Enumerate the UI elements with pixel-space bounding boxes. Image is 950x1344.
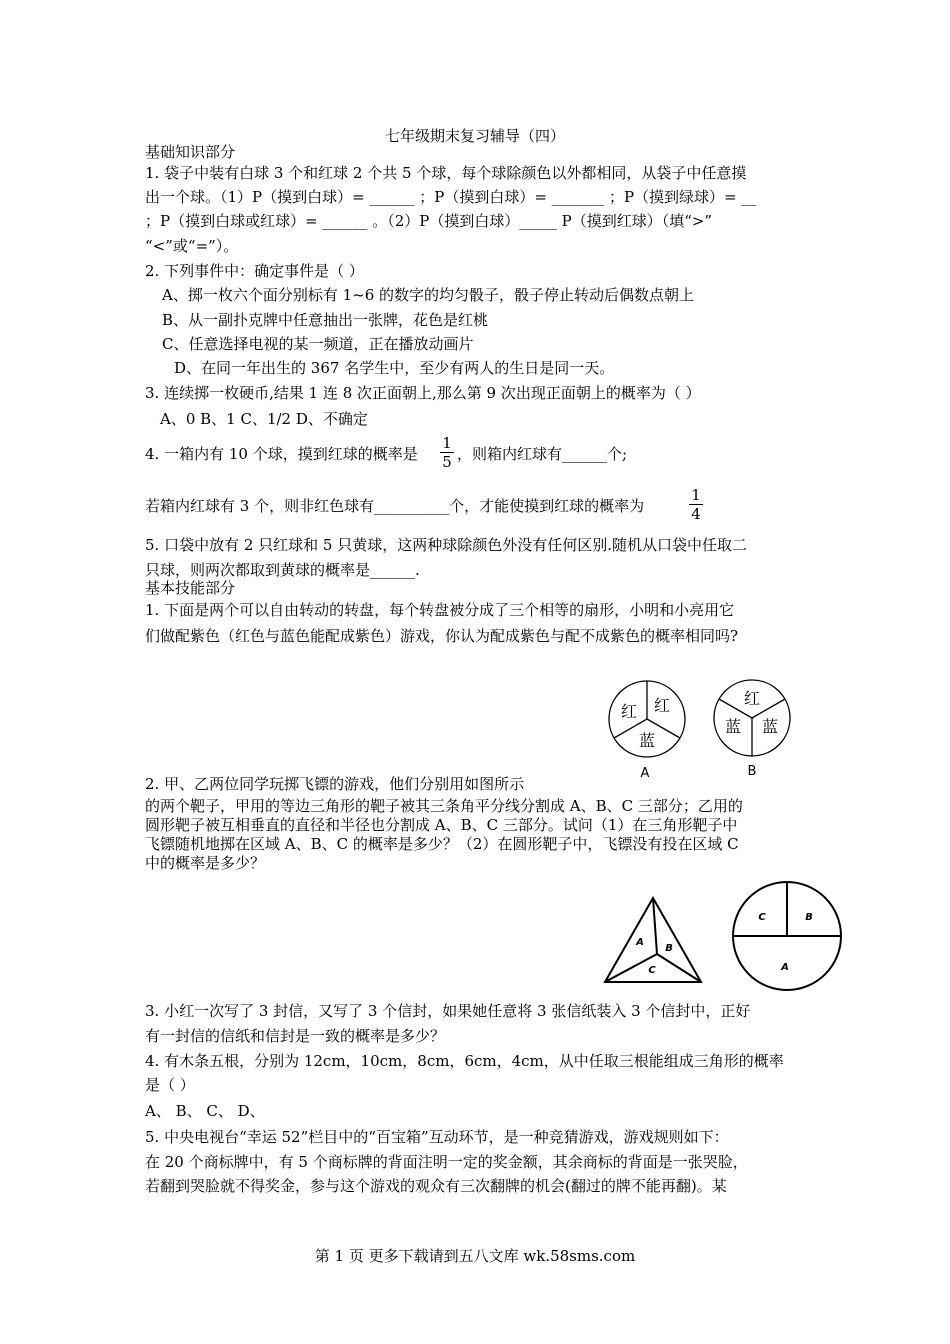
- region-label: C: [648, 965, 656, 976]
- question-text: ；P（摸到白球或红球）= ______ 。（2）P（摸到白球）_____ P（摸到红球）（填“>”: [145, 212, 713, 230]
- option-text: A、 B、 C、 D、: [145, 1102, 265, 1120]
- question-text: 圆形靶子被互相垂直的直径和半径也分割成 A、B、C 三部分。试问（1）在三角形靶子中: [145, 816, 738, 834]
- question-text: 1. 下面是两个可以自由转动的转盘，每个转盘被分成了三个相等的扇形，小明和小亮用它: [145, 601, 735, 619]
- question-text: 3. 小红一次写了 3 封信，又写了 3 个信封，如果她任意将 3 张信纸装入 3 个信封中，正好: [145, 1002, 751, 1020]
- fraction: [689, 487, 703, 522]
- figure-caption: B: [747, 764, 757, 779]
- page-footer: 第 1 页 更多下载请到五八文库 wk.58sms.com: [314, 1247, 636, 1265]
- region-label: A: [781, 962, 789, 973]
- question-text: 的两个靶子，甲用的等边三角形的靶子被其三条角平分线分割成 A、B、C 三部分；乙用的: [145, 797, 743, 815]
- question-text: 1. 袋子中装有白球 3 个和红球 2 个共 5 个球，每个球除颜色以外都相同，从袋子中任意摸: [145, 164, 747, 182]
- fraction-denominator: 5: [442, 453, 452, 471]
- fraction: [440, 435, 454, 470]
- fraction-numerator: 1: [691, 486, 701, 504]
- question-text: 4. 有木条五根，分别为 12cm，10cm，8cm，6cm，4cm，从中任取三根能组成三角形的概率: [145, 1052, 784, 1070]
- figure-caption: A: [640, 766, 650, 781]
- question-text: 中的概率是多少？: [145, 854, 266, 872]
- option-text: A、掷一枚六个面分别标有 1~6 的数字的均匀骰子，骰子停止转动后偶数点朝上: [162, 286, 695, 304]
- fraction-denominator: 4: [691, 505, 701, 523]
- page-title: 七年级期末复习辅导（四）: [384, 127, 565, 145]
- question-text: 2. 甲、乙两位同学玩掷飞镖的游戏，他们分别用如图所示: [145, 775, 525, 793]
- spinner-a: [607, 681, 689, 781]
- question-text: 只球，则两次都取到黄球的概率是______.: [145, 561, 420, 579]
- option-text: A、0 B、1 C、1/2 D、不确定: [160, 410, 368, 428]
- section-heading: 基本技能部分: [145, 579, 236, 597]
- question-text: 若翻到哭脸就不得奖金，参与这个游戏的观众有三次翻牌的机会(翻过的牌不能再翻)。某: [145, 1177, 727, 1195]
- circle-target: [731, 880, 845, 994]
- question-text: 3. 连续掷一枚硬币,结果 1 连 8 次正面朝上,那么第 9 次出现正面朝上的概率为（ ）: [145, 384, 701, 402]
- sector-label: 蓝: [638, 731, 656, 750]
- sector-label: 蓝: [761, 717, 779, 736]
- spinner-b: [712, 680, 794, 780]
- option-text: B、从一副扑克牌中任意抽出一张牌，花色是红桃: [162, 311, 489, 329]
- question-text: 4. 一箱内有 10 个球，摸到红球的概率是: [145, 445, 418, 463]
- sector-label: 红: [743, 689, 761, 708]
- question-text: “<”或“=”）。: [145, 237, 239, 255]
- triangle-target: [603, 896, 703, 986]
- question-text: 在 20 个商标牌中，有 5 个商标牌的背面注明一定的奖金额，其余商标的背面是一张哭脸，: [145, 1153, 748, 1171]
- question-text: 出一个球。（1）P（摸到白球）= ______ ；P（摸到白球）= _______ ；P（摸到绿球）= __: [145, 188, 757, 206]
- option-text: D、在同一年出生的 367 名学生中，至少有两人的生日是同一天。: [174, 359, 615, 377]
- fraction-numerator: 1: [442, 434, 452, 452]
- question-text: ，则箱内红球有______个;: [457, 445, 628, 463]
- question-text: 5. 中央电视台“幸运 52”栏目中的“百宝箱”互动环节，是一种竞猜游戏，游戏规则如下：: [145, 1128, 729, 1146]
- option-text: C、任意选择电视的某一频道，正在播放动画片: [162, 335, 474, 353]
- region-label: C: [758, 912, 766, 923]
- region-label: B: [665, 943, 673, 954]
- question-text: 5. 口袋中放有 2 只红球和 5 只黄球，这两种球除颜色外没有任何区别.随机从口袋中任取二: [145, 536, 748, 554]
- sector-label: 红: [653, 696, 671, 715]
- question-text: 若箱内红球有 3 个，则非红色球有__________个，才能使摸到红球的概率为: [145, 497, 645, 515]
- question-text: 飞镖随机地掷在区域 A、B、C 的概率是多少？（2）在圆形靶子中，飞镖没有投在区域 C: [145, 835, 739, 853]
- sector-label: 红: [620, 702, 638, 721]
- section-heading: 基础知识部分: [145, 143, 236, 161]
- question-text: 们做配紫色（红色与蓝色能配成紫色）游戏，你认为配成紫色与配不成紫色的概率相同吗?: [145, 627, 739, 645]
- sector-label: 蓝: [724, 717, 742, 736]
- region-label: B: [805, 912, 813, 923]
- question-text: 是（ ）: [145, 1076, 195, 1094]
- question-text: 有一封信的信纸和信封是一致的概率是多少？: [145, 1027, 446, 1045]
- question-text: 2. 下列事件中：确定事件是（ ）: [145, 262, 364, 280]
- region-label: A: [636, 937, 644, 948]
